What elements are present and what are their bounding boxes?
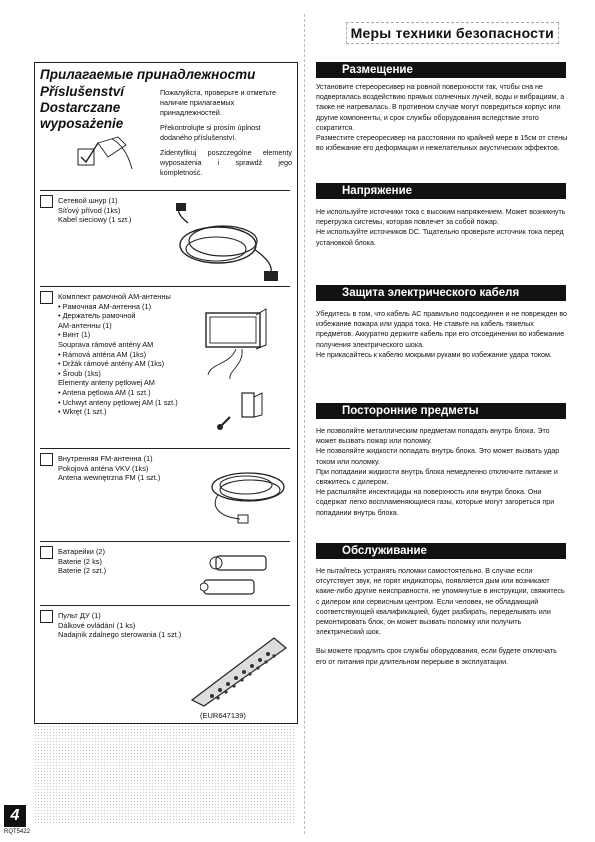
section-body-placement [316, 82, 568, 153]
item-line: Внутренняя FM-антенна (1) [58, 454, 153, 463]
accessory-item-text [58, 292, 178, 417]
item-line: Dálkové ovládání (1 ks) [58, 620, 136, 630]
accessory-item-text [58, 196, 132, 225]
item-line: Сетевой шнур (1) [58, 196, 118, 205]
am-loop-antenna-icon [200, 305, 288, 435]
checkbox[interactable] [40, 546, 53, 559]
section-paragraph: Не позволяйте жидкости попадать внутрь блока. Это может вызвать удар током или поломку. [316, 447, 560, 466]
section-paragraph: Убедитесь в том, что кабель АС правильно подсоединен и не поврежден во избежание пожара или удара тока. Не ставьте на кабель тяжелых предметов. Аккуратно держите кабель при его отсоединении во избежание получения электрического шока. [316, 310, 567, 349]
section-paragraph: Не пытайтесь устранять поломки самостоятельно. В случае если отсутствует звук, не горят индикаторы, появляется дым или возникают какие-либо другие неисправности, не упомянутые в инструкции, свяжитесь с дилером или сервисным центром. Если человек, не обладающий соответствующей квалификацией, будет разбирать, переделывать или ремонтировать блок, он может вызвать поломку или получить электрический шок. [316, 567, 565, 637]
section-heading-placement: Размещение [316, 62, 566, 78]
checkbox[interactable] [40, 291, 53, 304]
item-line: • Рамочная АМ-антенна (1) [58, 301, 152, 311]
section-paragraph: Разместите стереоресивер на расстоянии по крайней мере в 15см от стены во избежание его деформации и нежелательных акустических эффектов. [316, 134, 568, 153]
item-line: • Винт (1) [58, 330, 91, 340]
section-heading-voltage: Напряжение [316, 183, 566, 199]
item-line: Elementy anteny pętlowej AM [58, 378, 155, 388]
item-line: • Uchwyt anteny pętlowej AM (1 szt.) [58, 397, 178, 407]
item-line: Пульт ДУ (1) [58, 611, 101, 620]
section-body-foreign-objects [316, 426, 568, 518]
item-line: Комплект рамочной АМ-антенны [58, 292, 171, 301]
section-paragraph: Не используйте источники тока с высоким напряжением. Может возникнуть перегрузка системы, которая повлечет за собой пожар. [316, 208, 566, 227]
accessories-title-pl-1: Dostarczane [40, 100, 121, 115]
item-line: • Wkręt (1 szt.) [58, 407, 107, 417]
accessories-notes [160, 88, 292, 183]
accessory-item-am-antenna [40, 286, 290, 439]
item-line: Baterie (2 ks) [58, 556, 102, 566]
accessory-item-fm-antenna [40, 448, 290, 539]
item-line: Nadajnik zdalnego sterowania (1 szt.) [58, 630, 182, 640]
pen-check-icon [68, 135, 134, 171]
power-cord-icon [168, 203, 288, 283]
accessories-note-ru: Пожалуйста, проверьте и отметьте наличие прилагаемых принадлежностей. [160, 88, 277, 117]
accessories-note-pl: Zidentyfikuj poszczególne elementy wyposażenia i sprawdź jego kompletność. [160, 148, 292, 177]
page-number: 4 [4, 805, 26, 827]
section-heading-foreign-objects: Посторонние предметы [316, 403, 566, 419]
accessories-title [40, 67, 290, 82]
accessories-titles-other [40, 84, 155, 132]
item-line: Síťový přívod (1ks) [58, 205, 121, 215]
item-line: Baterie (2 szt.) [58, 566, 107, 576]
checkbox[interactable] [40, 195, 53, 208]
section-body-cable [316, 309, 568, 360]
section-heading-cable: Защита электрического кабеля [316, 285, 566, 301]
item-line: • Antena pętlowa AM (1 szt.) [58, 387, 151, 397]
accessory-item-text [58, 547, 106, 576]
page-title: Меры техники безопасности [346, 22, 559, 44]
item-line: Kabel sieciowy (1 szt.) [58, 215, 132, 225]
item-line: Antena wewnętrzna FM (1 szt.) [58, 473, 161, 483]
item-line: • Šroub (1ks) [58, 368, 101, 378]
section-body-voltage [316, 207, 568, 248]
accessory-item-text [58, 611, 181, 640]
checkbox[interactable] [40, 453, 53, 466]
remote-control-icon [188, 634, 290, 708]
section-heading-service: Обслуживание [316, 543, 566, 559]
remote-model-code: (EUR647139) [200, 711, 246, 720]
accessories-title-ru: Прилагаемые принадлежности [40, 67, 256, 82]
accessory-item-remote [40, 605, 290, 710]
item-line: АМ-антенны (1) [58, 320, 112, 330]
section-paragraph: Не распыляйте инсектициды на поверхность или внутри блока. Они содержат легко воспламеняющиеся газы, которые могут загореться при попадании внутрь блока. [316, 488, 555, 517]
item-line: • Держатель рамочной [58, 311, 136, 321]
section-paragraph: Не позволяйте металлическим предметам попадать внутрь блока. Это может вызвать пожар или поломку. [316, 427, 550, 446]
accessories-title-cz: Příslušenství [40, 84, 125, 99]
accessories-note-cz: Překontrolujte si prosím úplnost dodaného příslušenství. [160, 123, 261, 142]
item-line: Батарейки (2) [58, 547, 106, 556]
section-body-service [316, 566, 568, 667]
item-line: Pokojová anténa VKV (1ks) [58, 463, 149, 473]
doc-code: RQT5422 [4, 829, 31, 835]
column-divider [304, 14, 305, 834]
accessory-item-batteries [40, 541, 290, 602]
item-line: • Držák rámové antény AM (1ks) [58, 359, 165, 369]
battery-icon [200, 552, 280, 600]
scan-noise [34, 725, 296, 825]
section-paragraph: Вы можете продлить срок службы оборудования, если будете отключать его от питания при длительном перерыве в эксплуатации. [316, 647, 557, 666]
accessory-item-text [58, 454, 160, 483]
item-line: • Rámová anténa AM (1ks) [58, 349, 147, 359]
item-line: Souprava rámové antény AM [58, 339, 154, 349]
checkbox[interactable] [40, 610, 53, 623]
section-paragraph: Не используйте источников DC. Тщательно проверьте источник тока перед установкой блока. [316, 228, 564, 247]
accessories-title-pl-2: wyposażenie [40, 116, 124, 131]
section-paragraph: Не прикасайтесь к кабелю мокрыми руками во избежание удара током. [316, 350, 552, 359]
accessory-item-power-cord [40, 190, 290, 286]
section-paragraph: Установите стереоресивер на ровной поверхности так, чтобы сна не подвергалась воздействию прямых солнечных лучей, воды и вибрациям, а также не нагревалась. В противном случае могут повредиться корпус или другие компоненты, и срок службы оборудования вследствие этого сократится. [316, 83, 565, 132]
section-paragraph: При попадании жидкости внутрь блока немедленно отключите питание и свяжитесь с дилером. [316, 467, 558, 487]
fm-antenna-icon [190, 457, 290, 535]
